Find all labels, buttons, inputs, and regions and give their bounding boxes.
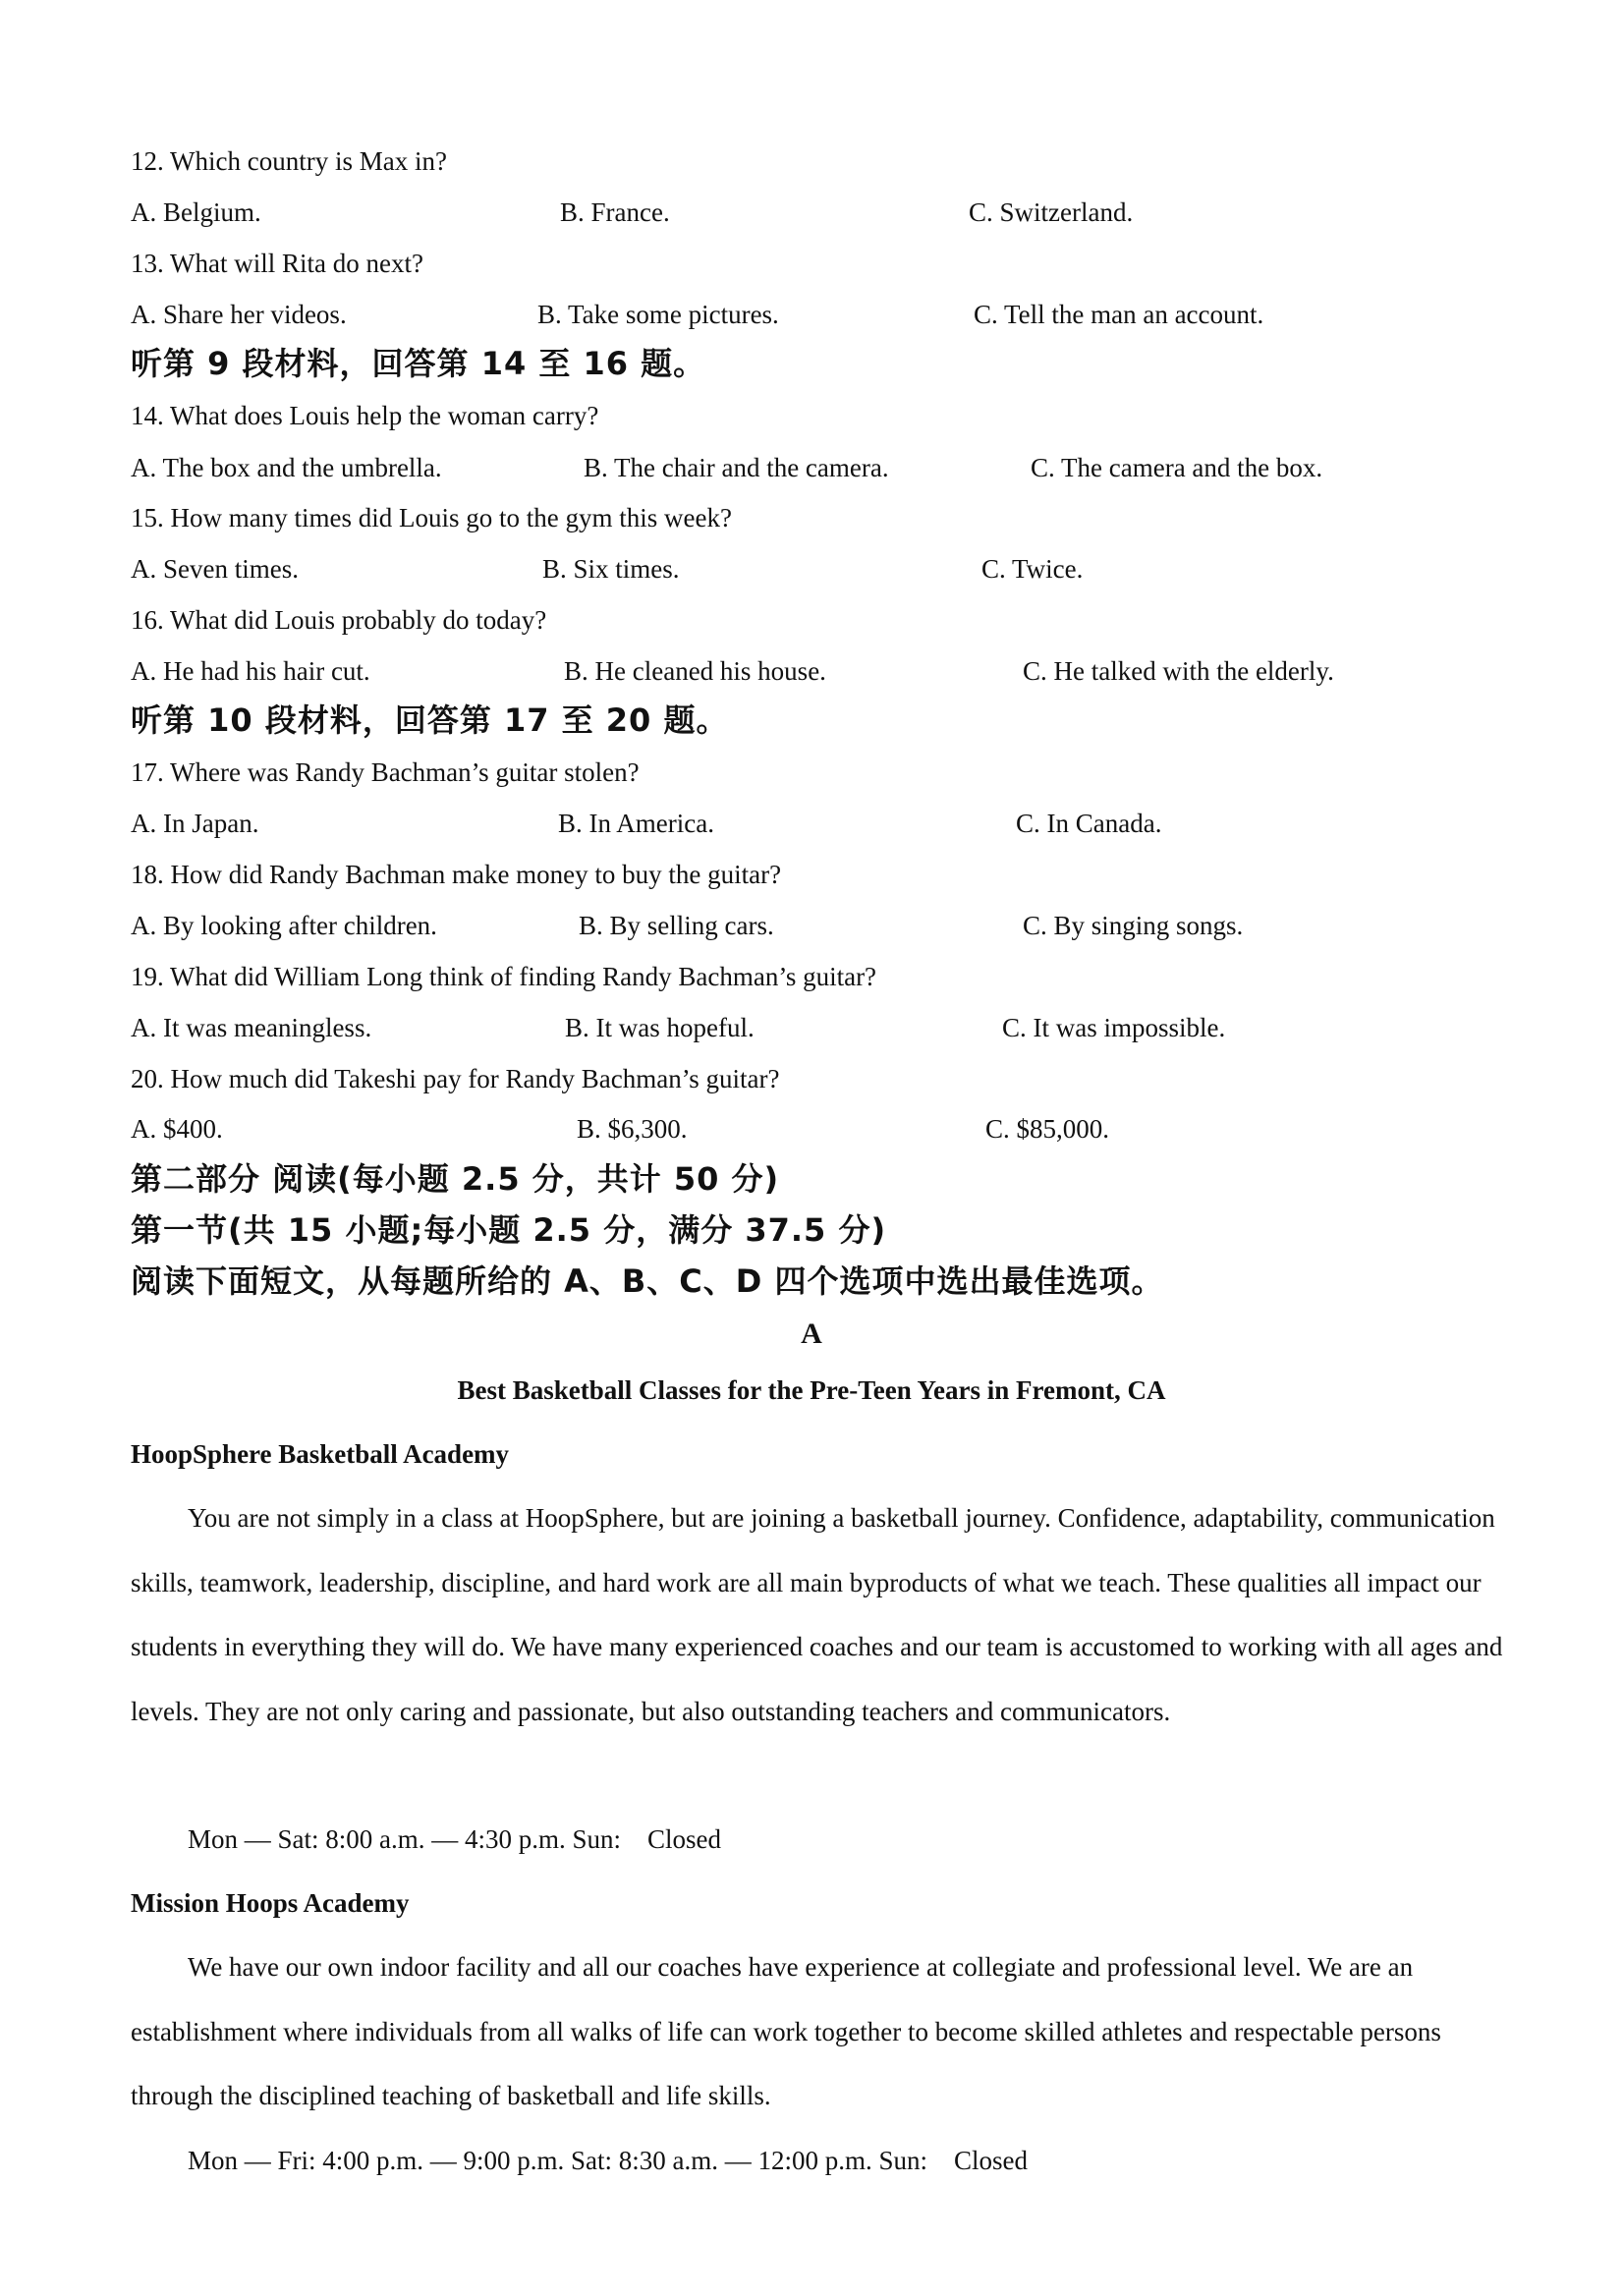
- question-16: 16. What did Louis probably do today?: [131, 605, 547, 635]
- q17-option-a: A. In Japan.: [131, 809, 259, 838]
- question-15: 15. How many times did Louis go to the gym this week?: [131, 503, 732, 532]
- q14-option-a: A. The box and the umbrella.: [131, 453, 442, 482]
- question-18: 18. How did Randy Bachman make money to buy the guitar?: [131, 860, 782, 889]
- q16-option-a: A. He had his hair cut.: [131, 656, 370, 686]
- passage-title: Best Basketball Classes for the Pre-Teen Years in Fremont, CA: [457, 1375, 1166, 1405]
- q12-option-c: C. Switzerland.: [969, 197, 1134, 227]
- section-10-instruction: 听第 10 段材料，回答第 17 至 20 题。: [131, 701, 729, 739]
- question-20: 20. How much did Takeshi pay for Randy Bachman’s guitar?: [131, 1064, 780, 1093]
- q18-option-a: A. By looking after children.: [131, 911, 437, 940]
- q13-option-c: C. Tell the man an account.: [974, 300, 1264, 329]
- reading-section-title: 第一节(共 15 小题;每小题 2.5 分，满分 37.5 分): [131, 1211, 887, 1249]
- q19-option-c: C. It was impossible.: [1002, 1013, 1226, 1042]
- q16-option-b: B. He cleaned his house.: [564, 656, 826, 686]
- q18-option-c: C. By singing songs.: [1023, 911, 1244, 940]
- passage-letter: A: [801, 1317, 822, 1350]
- q15-option-a: A. Seven times.: [131, 554, 299, 584]
- reading-part-title: 第二部分 阅读(每小题 2.5 分，共计 50 分): [131, 1160, 780, 1198]
- section-9-instruction: 听第 9 段材料，回答第 14 至 16 题。: [131, 345, 706, 382]
- q18-option-b: B. By selling cars.: [579, 911, 774, 940]
- question-19: 19. What did William Long think of finding Randy Bachman’s guitar?: [131, 962, 877, 991]
- q14-option-c: C. The camera and the box.: [1031, 453, 1323, 482]
- academy-1-name: HoopSphere Basketball Academy: [131, 1439, 510, 1469]
- q19-option-a: A. It was meaningless.: [131, 1013, 372, 1042]
- academy-2-hours: Mon — Fri: 4:00 p.m. — 9:00 p.m. Sat: 8:30 a.m. — 12:00 p.m. Sun: Closed: [188, 2146, 1029, 2175]
- academy-1-hours: Mon — Sat: 8:00 a.m. — 4:30 p.m. Sun: Closed: [188, 1824, 722, 1854]
- academy-2-name: Mission Hoops Academy: [131, 1888, 410, 1918]
- q14-option-b: B. The chair and the camera.: [584, 453, 889, 482]
- q15-option-c: C. Twice.: [981, 554, 1084, 584]
- q17-option-c: C. In Canada.: [1016, 809, 1162, 838]
- q12-option-a: A. Belgium.: [131, 197, 261, 227]
- q20-option-b: B. $6,300.: [577, 1114, 688, 1144]
- academy-1-description: You are not simply in a class at HoopSphere, but are joining a basketball journey. Confidence, adaptability, communication skills, teamwork, leadership, discipline, and hard work are all main byproducts of what we teach. These qualities all impact our students in everything they will do. We have many experienced coaches and our team is accustomed to working with all ages and levels. They are not only caring and passionate, but also outstanding teachers and communicators.: [131, 1503, 1503, 1726]
- q12-option-b: B. France.: [560, 197, 670, 227]
- q20-option-c: C. $85,000.: [985, 1114, 1110, 1144]
- q16-option-c: C. He talked with the elderly.: [1023, 656, 1334, 686]
- question-12: 12. Which country is Max in?: [131, 146, 447, 176]
- question-13: 13. What will Rita do next?: [131, 249, 423, 278]
- question-17: 17. Where was Randy Bachman’s guitar stolen?: [131, 757, 640, 787]
- question-14: 14. What does Louis help the woman carry?: [131, 401, 599, 430]
- q19-option-b: B. It was hopeful.: [565, 1013, 755, 1042]
- q20-option-a: A. $400.: [131, 1114, 223, 1144]
- reading-instruction: 阅读下面短文，从每题所给的 A、B、C、D 四个选项中选出最佳选项。: [131, 1262, 1164, 1300]
- q15-option-b: B. Six times.: [542, 554, 680, 584]
- q13-option-a: A. Share her videos.: [131, 300, 347, 329]
- q13-option-b: B. Take some pictures.: [537, 300, 779, 329]
- academy-2-description: We have our own indoor facility and all our coaches have experience at collegiate and professional level. We are an establishment where individuals from all walks of life can work together to become skilled athletes and respectable persons through the disciplined teaching of basketball and life skills.: [131, 1952, 1441, 2110]
- q17-option-b: B. In America.: [558, 809, 714, 838]
